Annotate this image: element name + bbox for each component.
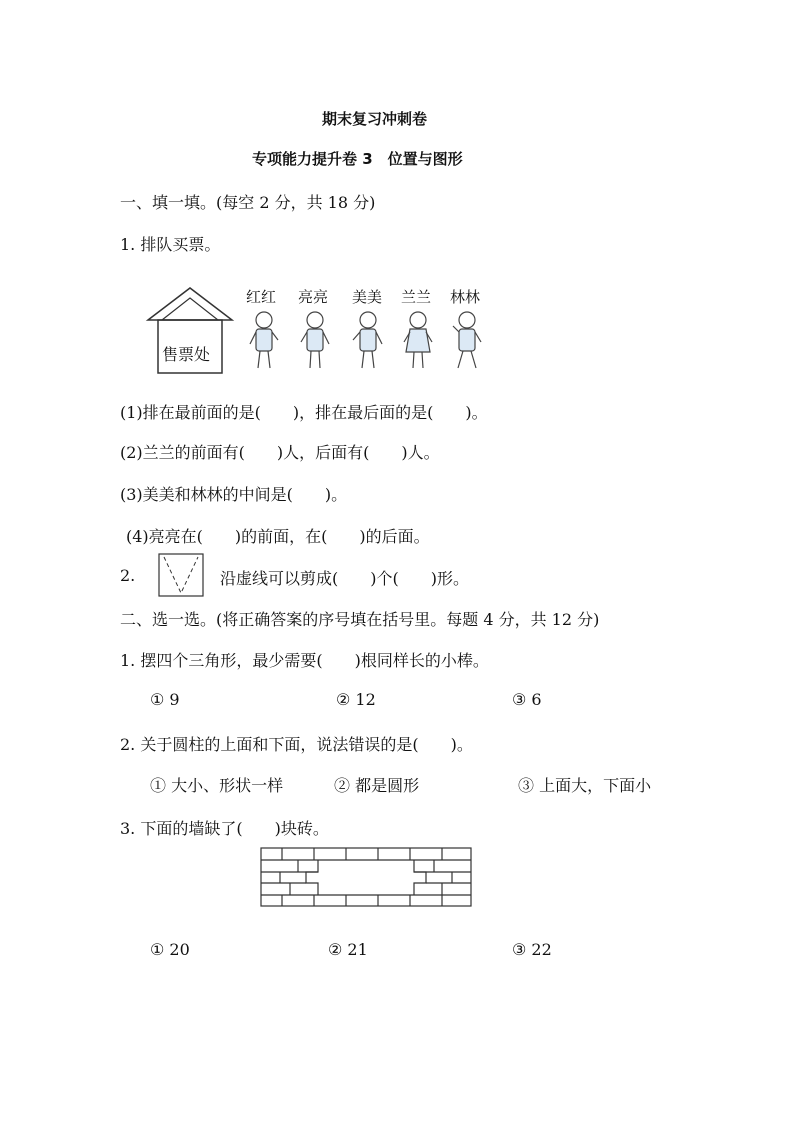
page-subtitle: 专项能力提升卷 3 位置与图形 xyxy=(252,150,463,168)
child-figure-liang xyxy=(301,312,329,368)
choice-question-3-stem: 3. 下面的墙缺了( )块砖。 xyxy=(120,819,329,838)
choice-1-option-2: ② 12 xyxy=(336,690,376,709)
choice-1-option-3: ③ 6 xyxy=(512,690,542,709)
question-1-sub-1: (1)排在最前面的是( )，排在最后面的是( )。 xyxy=(120,403,488,422)
choice-2-option-3: ③ 上面大，下面小 xyxy=(518,776,652,795)
choice-2-option-1: ① 大小、形状一样 xyxy=(150,776,284,795)
page-title: 期末复习冲刺卷 xyxy=(322,110,428,128)
brick-wall-icon xyxy=(260,846,474,910)
child-figure-lin xyxy=(453,312,481,368)
child-figure-hong xyxy=(250,312,278,368)
question-2-number: 2. xyxy=(120,566,136,585)
child-figure-lan xyxy=(404,312,432,368)
question-1-sub-4: (4)亮亮在( )的前面，在( )的后面。 xyxy=(126,527,430,546)
child-name-5: 林林 xyxy=(450,288,481,306)
child-name-1: 红红 xyxy=(246,288,277,306)
question-2-text: 沿虚线可以剪成( )个( )形。 xyxy=(220,569,469,588)
choice-3-option-3: ③ 22 xyxy=(512,940,552,959)
question-1-stem: 1. 排队买票。 xyxy=(120,235,221,254)
child-name-4: 兰兰 xyxy=(401,288,432,306)
child-name-2: 亮亮 xyxy=(298,288,329,306)
child-name-3: 美美 xyxy=(352,288,383,306)
folded-square-icon xyxy=(158,553,204,597)
section-two-heading: 二、选一选。(将正确答案的序号填在括号里。每题 4 分，共 12 分) xyxy=(120,610,600,629)
choice-1-option-1: ① 9 xyxy=(150,690,180,709)
choice-2-option-2: ② 都是圆形 xyxy=(334,776,420,795)
booth-label: 售票处 xyxy=(162,345,211,364)
choice-3-option-1: ① 20 xyxy=(150,940,190,959)
question-1-sub-2: (2)兰兰的前面有( )人，后面有( )人。 xyxy=(120,443,440,462)
choice-question-1-stem: 1. 摆四个三角形，最少需要( )根同样长的小棒。 xyxy=(120,651,489,670)
choice-3-option-2: ② 21 xyxy=(328,940,368,959)
choice-question-2-stem: 2. 关于圆柱的上面和下面，说法错误的是( )。 xyxy=(120,735,473,754)
question-1-sub-3: (3)美美和林林的中间是( )。 xyxy=(120,485,348,504)
child-figure-mei xyxy=(353,312,382,368)
section-one-heading: 一、填一填。(每空 2 分，共 18 分) xyxy=(120,193,376,212)
